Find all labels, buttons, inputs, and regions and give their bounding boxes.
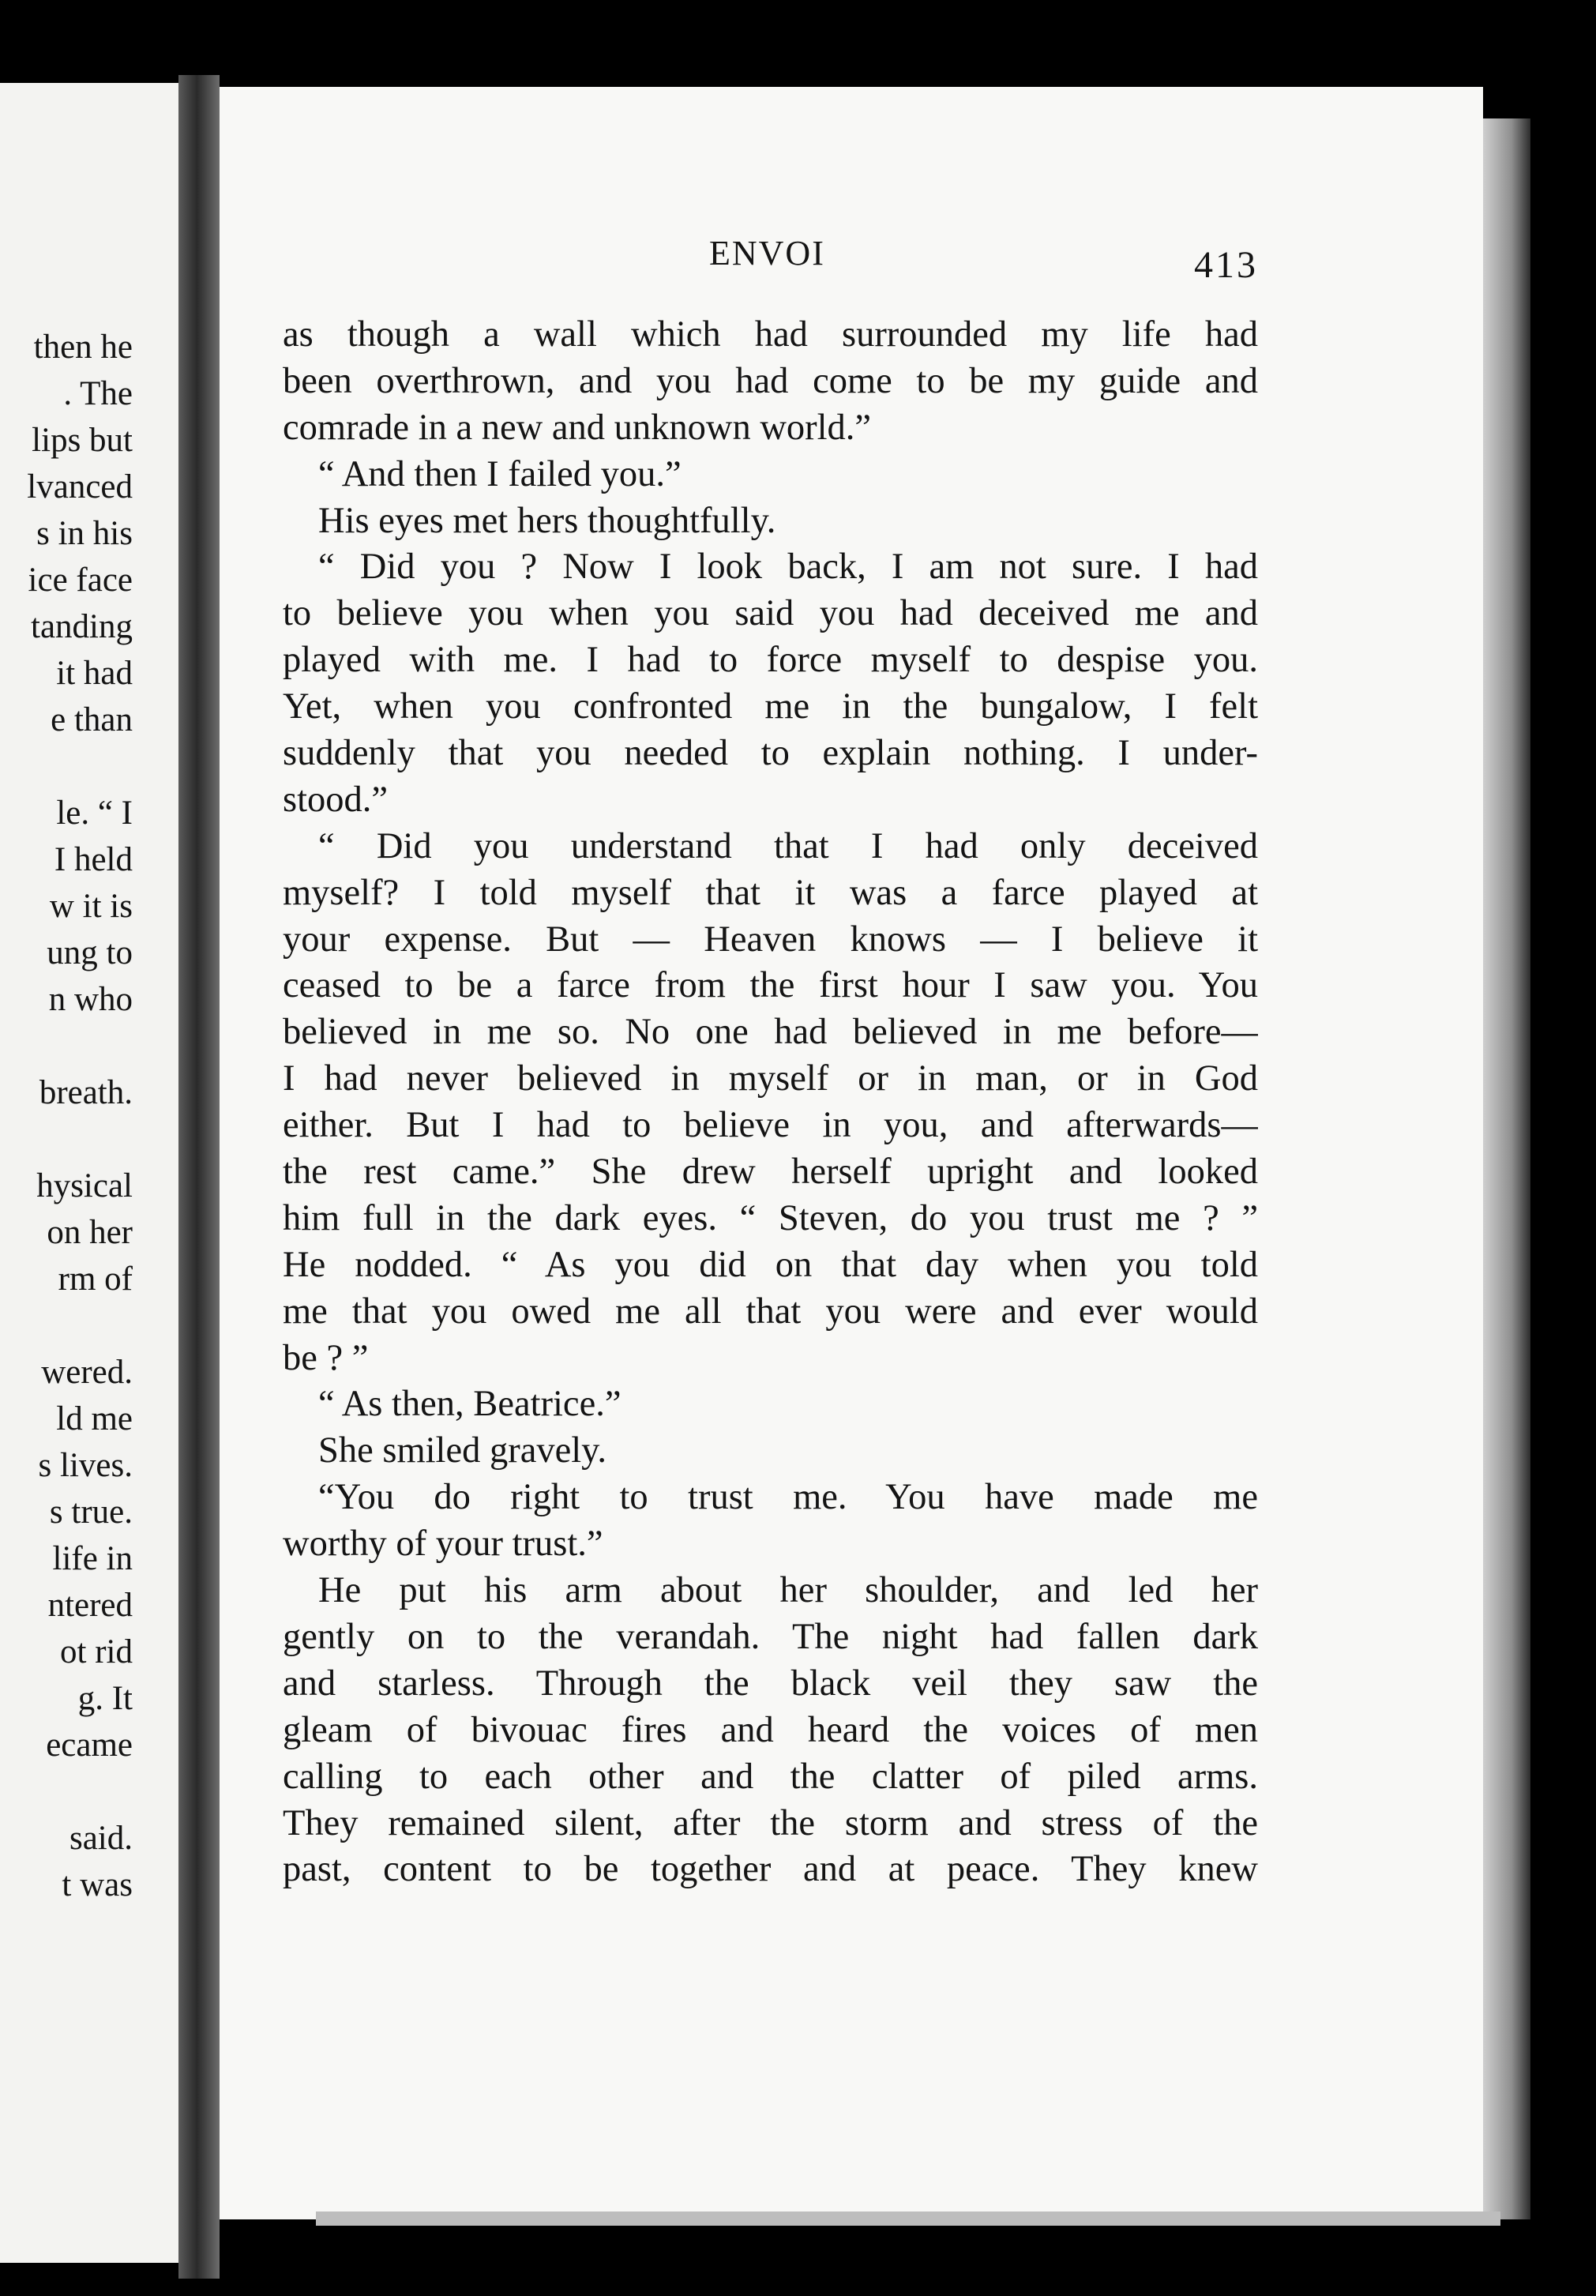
text-line: “ And then I failed you.” xyxy=(318,453,682,494)
left-page-line: . The xyxy=(63,375,133,412)
text-line: stood.” xyxy=(283,779,389,820)
text-line: and starless. Through the black veil they saw the xyxy=(283,1663,1258,1704)
text-line: past, content to be together and at peace. They knew xyxy=(283,1849,1258,1890)
left-page-line: w it is xyxy=(49,888,133,925)
text-line: He nodded. “ As you did on that day when you told xyxy=(283,1244,1258,1285)
text-line: “ As then, Beatrice.” xyxy=(318,1384,622,1425)
left-page-line: life in xyxy=(52,1540,133,1577)
text-line: I had never believed in myself or in man, or in God xyxy=(283,1058,1258,1099)
text-line: believed in me so. No one had believed in me before— xyxy=(283,1012,1258,1053)
left-page-line: ld me xyxy=(56,1400,133,1437)
book-gutter xyxy=(178,75,220,2279)
left-page-line: lvanced xyxy=(27,468,133,505)
text-line: worthy of your trust.” xyxy=(283,1524,603,1565)
text-line: be ? ” xyxy=(283,1337,369,1378)
text-line: “ Did you ? Now I look back, I am not sure. I had xyxy=(318,547,1258,588)
page-edge-shadow xyxy=(1483,118,1530,2219)
left-page-line: said. xyxy=(69,1820,133,1857)
left-page-line: lips but xyxy=(32,422,133,459)
text-line: calling to each other and the clatter of piled arms. xyxy=(283,1756,1258,1797)
left-page-line: breath. xyxy=(39,1074,133,1111)
left-page-line: ntered xyxy=(47,1587,133,1624)
previous-page-fragment xyxy=(0,83,178,2263)
text-line: suddenly that you needed to explain nothing. I under- xyxy=(283,733,1258,774)
text-line: gleam of bivouac fires and heard the voices of men xyxy=(283,1709,1258,1750)
left-page-line: I held xyxy=(54,841,133,878)
left-page-line: then he xyxy=(33,329,133,366)
page-number: 413 xyxy=(1194,244,1258,286)
running-head: ENVOI xyxy=(709,234,825,272)
left-page-line: s true. xyxy=(49,1494,133,1531)
left-page-line: hysical xyxy=(36,1167,133,1204)
text-line: His eyes met hers thoughtfully. xyxy=(318,500,776,541)
left-page-line: s lives. xyxy=(38,1447,133,1484)
left-page-line: ecame xyxy=(46,1727,133,1764)
text-line: Yet, when you confronted me in the bungalow, I felt xyxy=(283,686,1258,727)
left-page-line: t was xyxy=(62,1866,133,1903)
left-page-line: rm of xyxy=(58,1261,133,1298)
text-line: She smiled gravely. xyxy=(318,1430,607,1471)
text-line: “ Did you understand that I had only deceived xyxy=(318,825,1258,866)
text-line: your expense. But — Heaven knows — I believe it xyxy=(283,919,1258,960)
left-page-line: n who xyxy=(48,981,133,1018)
left-page-line: e than xyxy=(51,701,133,738)
text-line: gently on to the verandah. The night had fallen dark xyxy=(283,1616,1258,1657)
text-line: “You do right to trust me. You have made me xyxy=(318,1477,1258,1518)
text-line: him full in the dark eyes. “ Steven, do you trust me ? ” xyxy=(283,1197,1258,1238)
text-line: They remained silent, after the storm and stress of the xyxy=(283,1802,1258,1843)
left-page-line: ot rid xyxy=(60,1633,133,1670)
text-line: been overthrown, and you had come to be my guide and xyxy=(283,360,1258,401)
left-page-line: ice face xyxy=(28,562,133,599)
text-line: to believe you when you said you had deceived me and xyxy=(283,593,1258,634)
left-page-line: g. It xyxy=(77,1680,133,1717)
left-page-line: on her xyxy=(47,1214,133,1251)
left-page-line: ung to xyxy=(47,934,133,971)
text-line: myself? I told myself that it was a farce played at xyxy=(283,872,1258,913)
text-line: either. But I had to believe in you, and afterwards— xyxy=(283,1105,1258,1146)
text-line: ceased to be a farce from the first hour I saw you. You xyxy=(283,965,1258,1006)
text-line: comrade in a new and unknown world.” xyxy=(283,407,872,448)
page-bottom-edge xyxy=(316,2211,1500,2226)
text-line: as though a wall which had surrounded my life had xyxy=(283,314,1258,355)
left-page-line: s in his xyxy=(36,515,133,552)
text-line: played with me. I had to force myself to despise you. xyxy=(283,640,1258,681)
left-page-line: le. “ I xyxy=(56,795,133,832)
left-page-line: it had xyxy=(56,655,133,692)
left-page-line: wered. xyxy=(41,1354,133,1391)
text-line: me that you owed me all that you were and ever would xyxy=(283,1291,1258,1332)
text-line: the rest came.” She drew herself upright and looked xyxy=(283,1152,1258,1193)
left-page-line: tanding xyxy=(31,608,133,645)
body-text xyxy=(283,312,1258,1893)
text-line: He put his arm about her shoulder, and led her xyxy=(318,1570,1258,1611)
